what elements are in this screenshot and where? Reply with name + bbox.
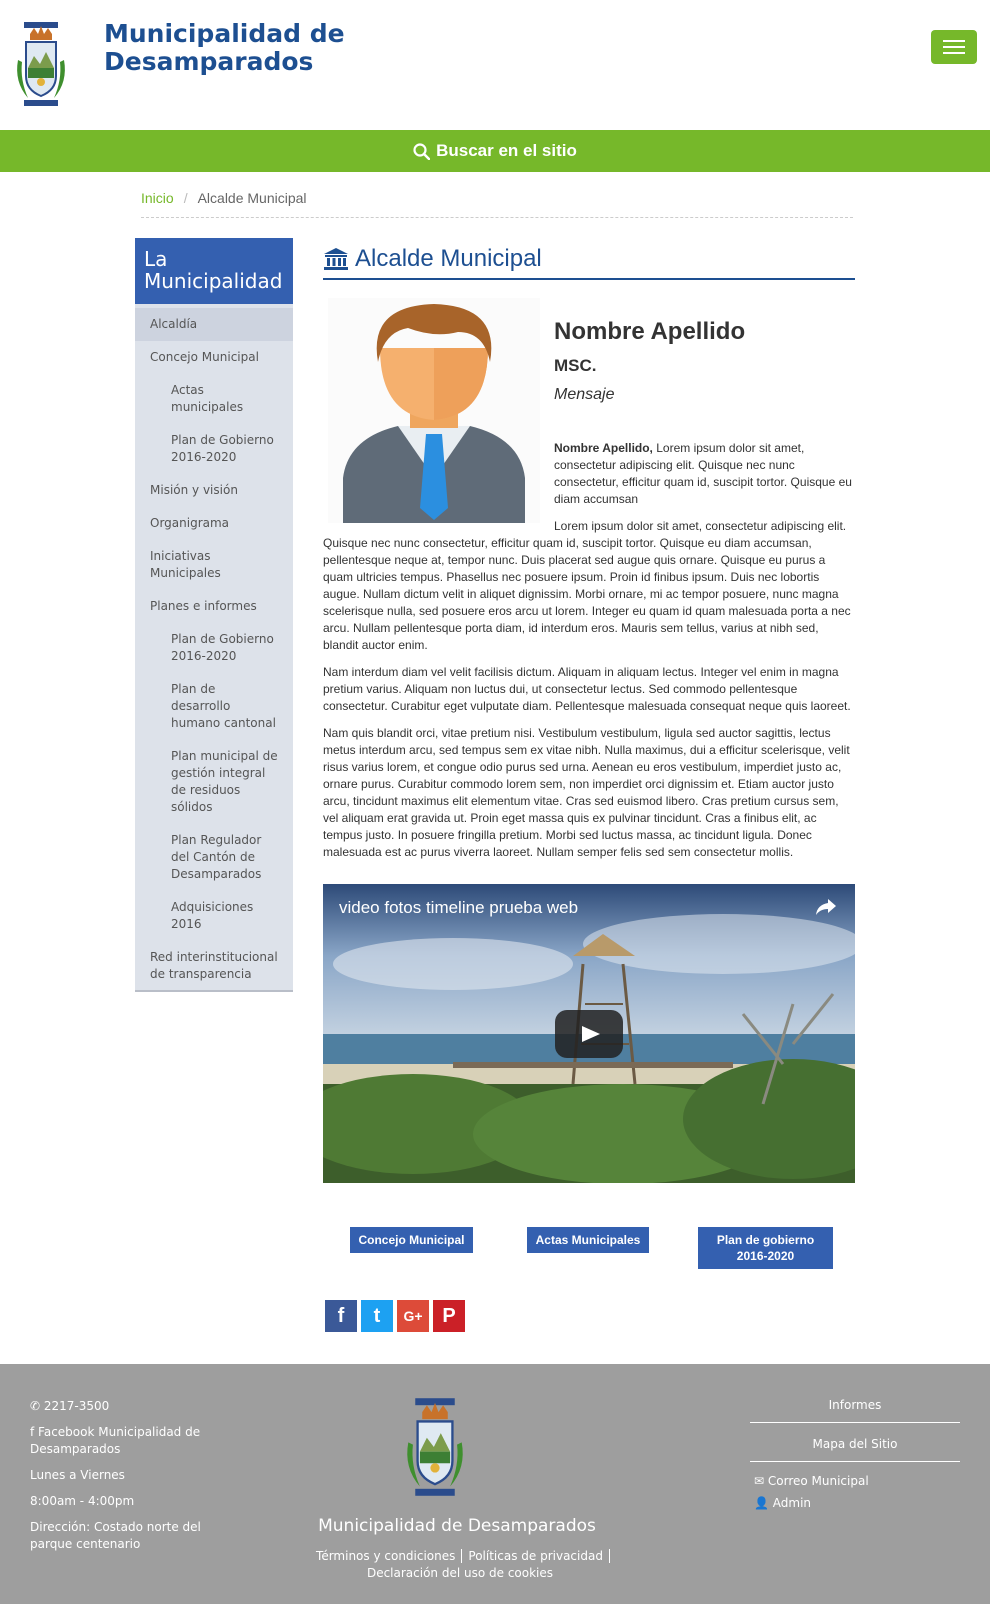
phone-icon: ✆ bbox=[30, 1399, 44, 1413]
footer-admin-text: Admin bbox=[772, 1496, 812, 1510]
share-icon[interactable] bbox=[815, 898, 837, 916]
municipal-seal-logo[interactable] bbox=[10, 20, 72, 108]
sidebar-item-alcaldia[interactable]: Alcaldía bbox=[135, 308, 293, 341]
pinterest-glyph: P bbox=[442, 1304, 456, 1327]
twitter-glyph: t bbox=[373, 1304, 381, 1327]
sidebar-item-red[interactable]: Red interinstitucional de transparencia bbox=[150, 950, 278, 981]
googleplus-share-icon[interactable] bbox=[397, 1300, 429, 1332]
sidebar-item-plan-desarrollo[interactable]: Plan de desarrollo humano cantonal bbox=[171, 682, 276, 730]
sidebar-item-plan-gobierno-2[interactable]: Plan de Gobierno 2016-2020 bbox=[171, 632, 274, 663]
paragraph-3: Nam quis blandit orci, vitae pretium nisi. Vestibulum vestibulum, ligula sed auctor sagittis, lectus metus interdum arcu, sed tempus sem ex vitae nibh. Nulla maximus, dui a efficitur scelerisque, velit risus varius lorem, et congue odio purus sed urna. Aenean eu eros vestibulum, imperdiet justo ac, ornare purus. Curabitur commodo lorem sem, non imperdiet orci dignissim et. Etiam auctor justo arcu, tincidunt maximus elit elementum vitae. Cras sed euismod libero. Cras pretium cursus sem, vel aliquam erat gravida ut. Proin eget massa quis ex pulvinar tincidunt. Cras a finibus elit, ac tempus justo. In posuere fringilla pretium. Morbi sed luctus massa, ac tincidunt ligula. Donec malesuada est ac purus viverra laoreet. Nullam semper felis sed sem consectetur mollis. bbox=[323, 726, 850, 859]
footer-contact bbox=[30, 1398, 230, 1562]
play-icon bbox=[555, 1010, 623, 1058]
footer-phone-text: 2217-3500 bbox=[43, 1399, 110, 1413]
sidebar-item-plan-regulador[interactable]: Plan Regulador del Cantón de Desamparados bbox=[171, 833, 262, 881]
page-title-text: Alcalde Municipal bbox=[355, 245, 542, 272]
intro-text: Lorem ipsum dolor sit amet, consectetur adipiscing elit. Quisque nec nunc consectetur, efficitur quam id, suscipit tortor. Quisque eu diam accumsan bbox=[554, 441, 852, 506]
sidebar-item-iniciativas[interactable]: Iniciativas Municipales bbox=[150, 549, 221, 580]
intro-paragraph bbox=[554, 440, 856, 508]
menu-icon-bar bbox=[943, 52, 965, 54]
site-footer bbox=[0, 1364, 990, 1604]
footer-address: Dirección: Costado norte del parque centenario bbox=[30, 1520, 201, 1551]
search-bar[interactable] bbox=[0, 130, 990, 172]
institution-icon bbox=[323, 247, 349, 271]
footer-site-name: Municipalidad de Desamparados bbox=[318, 1516, 596, 1536]
googleplus-glyph: G+ bbox=[403, 1308, 423, 1324]
footer-legal-links bbox=[310, 1548, 610, 1582]
site-title-line1: Municipalidad de bbox=[104, 19, 345, 48]
sidebar-nav bbox=[135, 238, 293, 992]
cookies-link[interactable]: Declaración del uso de cookies bbox=[366, 1566, 554, 1580]
video-play-button[interactable] bbox=[555, 1010, 623, 1058]
breadcrumb bbox=[141, 190, 853, 218]
hamburger-menu-button[interactable] bbox=[931, 30, 977, 64]
footer-days: Lunes a Viernes bbox=[30, 1468, 125, 1482]
user-icon: 👤 bbox=[754, 1496, 773, 1510]
footer-facebook-link[interactable] bbox=[30, 1424, 230, 1458]
sidebar-item-actas[interactable]: Actas municipales bbox=[171, 383, 244, 414]
footer-phone[interactable] bbox=[30, 1398, 230, 1415]
person-name: Nombre Apellido bbox=[554, 318, 746, 345]
intro-bold-name: Nombre Apellido, bbox=[554, 441, 653, 455]
breadcrumb-separator: / bbox=[183, 190, 188, 206]
sidebar-heading bbox=[135, 238, 293, 304]
concejo-municipal-button[interactable]: Concejo Municipal bbox=[350, 1227, 473, 1253]
page-title bbox=[323, 240, 855, 280]
body-text bbox=[323, 518, 857, 871]
site-header bbox=[0, 0, 990, 130]
menu-icon-bar bbox=[943, 46, 965, 48]
site-title-line2: Desamparados bbox=[104, 47, 314, 76]
sidebar-item-adquisiciones[interactable]: Adquisiciones 2016 bbox=[171, 900, 254, 931]
footer-seal-logo bbox=[399, 1394, 471, 1500]
site-title[interactable] bbox=[104, 20, 364, 76]
footer-hours: 8:00am - 4:00pm bbox=[30, 1494, 135, 1508]
person-message: Mensaje bbox=[554, 386, 615, 403]
paragraph-1: Lorem ipsum dolor sit amet, consectetur adipiscing elit. Quisque nec nunc consectetur, efficitur quam id, suscipit tortor. Quisque eu diam accumsan, pellentesque neque at, tempor nunc. Duis placerat sed augue quis ornare. Quisque eu purus a quam ultricies tempus. Phasellus nec posuere ipsum. Proin id finibus ipsum. Duis nec lobortis augue. Nullam dictum velit in aliquet dignissim. Morbi ornare, mi ac tempor posuere, nunc magna scelerisque nulla, sed posuere eros arcu ut lorem. Integer eu quam id quam malesuada porta a nec arcu. Nullam pellentesque porta diam, id interdum eros. Mauris sem tellus, varius at nibh sed, blandit auctor enim. bbox=[323, 519, 851, 652]
footer-mail-link[interactable] bbox=[750, 1470, 960, 1492]
footer-informes-link[interactable]: Informes bbox=[750, 1392, 960, 1423]
search-label: Buscar en el sitio bbox=[436, 141, 577, 160]
twitter-share-icon[interactable] bbox=[361, 1300, 393, 1332]
footer-admin-link[interactable] bbox=[750, 1492, 960, 1514]
pinterest-share-icon[interactable] bbox=[433, 1300, 465, 1332]
footer-nav bbox=[750, 1392, 960, 1514]
footer-mail-text: Correo Municipal bbox=[767, 1474, 869, 1488]
mail-icon: ✉ bbox=[754, 1474, 768, 1488]
person-avatar-image bbox=[328, 298, 540, 523]
sidebar-heading-line2: Municipalidad bbox=[144, 269, 283, 293]
footer-mapa-link[interactable]: Mapa del Sitio bbox=[750, 1431, 960, 1462]
sidebar-item-plan-gobierno[interactable]: Plan de Gobierno 2016-2020 bbox=[171, 433, 274, 464]
video-embed[interactable] bbox=[323, 884, 855, 1183]
sidebar-item-concejo[interactable]: Concejo Municipal bbox=[150, 350, 259, 364]
person-degree: MSC. bbox=[554, 356, 597, 375]
footer-facebook-text: Facebook Municipalidad de Desamparados bbox=[30, 1425, 201, 1456]
sidebar-item-plan-residuos[interactable]: Plan municipal de gestión integral de residuos sólidos bbox=[171, 749, 278, 814]
breadcrumb-home-link[interactable]: Inicio bbox=[141, 190, 174, 206]
facebook-share-icon[interactable] bbox=[325, 1300, 357, 1332]
sidebar-heading-line1: La bbox=[144, 247, 168, 271]
facebook-icon: f bbox=[30, 1425, 39, 1439]
search-icon bbox=[413, 143, 430, 160]
video-title: video fotos timeline prueba web bbox=[339, 898, 579, 917]
plan-gobierno-button[interactable]: Plan de gobierno 2016-2020 bbox=[698, 1227, 833, 1269]
actas-municipales-button[interactable]: Actas Municipales bbox=[527, 1227, 649, 1253]
privacy-link[interactable]: Políticas de privacidad bbox=[462, 1549, 610, 1563]
terms-link[interactable]: Términos y condiciones bbox=[310, 1549, 462, 1563]
sidebar-bottom-border bbox=[135, 990, 293, 992]
sidebar-item-organigrama[interactable]: Organigrama bbox=[150, 516, 230, 530]
breadcrumb-current: Alcalde Municipal bbox=[197, 190, 307, 206]
sidebar-item-mision[interactable]: Misión y visión bbox=[150, 483, 238, 497]
menu-icon-bar bbox=[943, 40, 965, 42]
paragraph-2: Nam interdum diam vel velit facilisis dictum. Aliquam in aliquam lectus. Integer vel enim in magna pretium varius. Aliquam non luctus dui, ut consectetur lectus. Sed commodo pellentesque consectetur. Curabitur eget vulputate diam. Pellentesque malesuada consequat neque quis laoreet. bbox=[323, 665, 851, 713]
facebook-glyph: f bbox=[337, 1304, 345, 1327]
sidebar-item-planes[interactable]: Planes e informes bbox=[150, 599, 257, 613]
